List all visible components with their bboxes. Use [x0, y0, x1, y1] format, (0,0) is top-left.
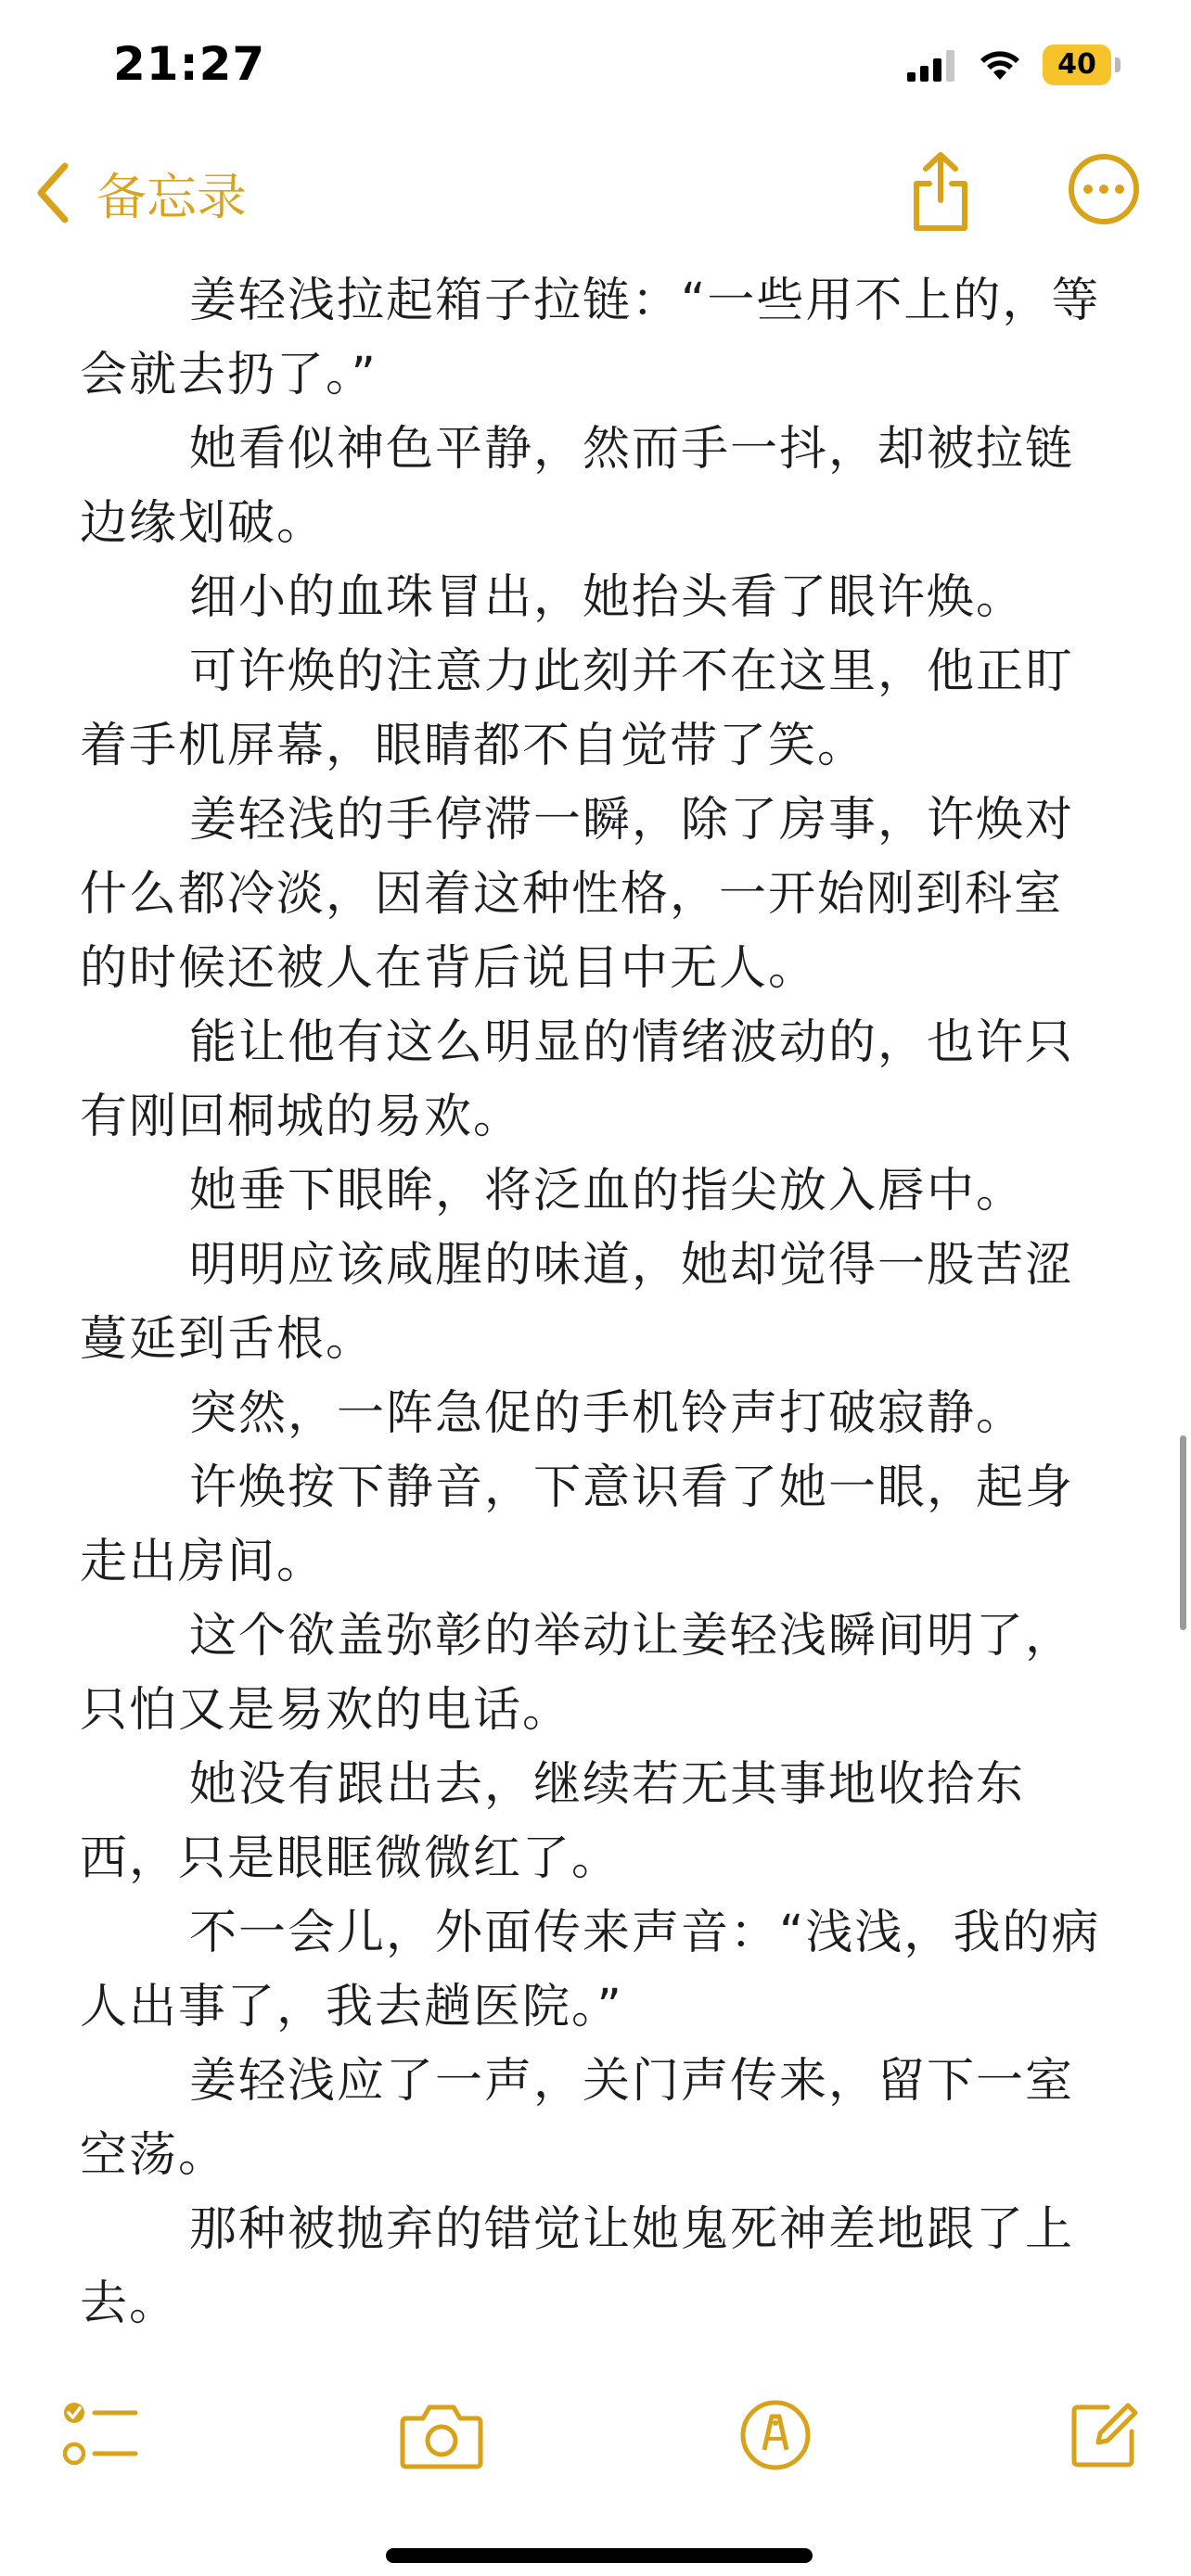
note-paragraph: 不一会儿，外面传来声音：“浅浅，我的病人出事了，我去趟医院。” — [80, 1906, 1101, 2034]
status-time: 21:27 — [113, 37, 266, 91]
battery-icon — [1043, 45, 1122, 85]
nav-bar — [0, 139, 1191, 250]
chevron-left-icon — [33, 160, 70, 225]
scroll-indicator[interactable] — [1180, 1435, 1186, 1630]
note-paragraph: 她没有跟出去，继续若无其事地收拾东西，只是眼眶微微红了。 — [80, 1757, 1026, 1886]
battery-level: 40 — [1043, 45, 1111, 85]
note-paragraph: 突然，一阵急促的手机铃声打破寂静。 — [189, 1386, 1026, 1441]
note-paragraph: 姜轻浅应了一声，关门声传来，留下一室空荡。 — [80, 2054, 1075, 2183]
share-icon[interactable] — [907, 150, 974, 234]
camera-icon[interactable] — [399, 2398, 484, 2472]
back-label: 备忘录 — [96, 167, 247, 226]
note-paragraph: 这个欲盖弥彰的举动让姜轻浅瞬间明了，只怕又是易欢的电话。 — [80, 1609, 1075, 1738]
note-paragraph: 她垂下眼眸，将泛血的指尖放入唇中。 — [189, 1164, 1026, 1218]
compose-icon[interactable] — [1067, 2398, 1141, 2472]
markup-pen-icon[interactable] — [738, 2398, 813, 2472]
back-button[interactable] — [33, 156, 247, 230]
note-body[interactable] — [80, 264, 1111, 2341]
cellular-signal-icon — [907, 50, 955, 82]
note-paragraph: 姜轻浅拉起箱子拉链：“一些用不上的，等会就去扔了。” — [80, 274, 1101, 402]
note-paragraph: 细小的血珠冒出，她抬头看了眼许焕。 — [189, 570, 1026, 625]
bottom-toolbar — [0, 2374, 1191, 2485]
wifi-icon — [978, 48, 1022, 82]
note-paragraph: 明明应该咸腥的味道，她却觉得一股苦涩蔓延到舌根。 — [80, 1238, 1075, 1367]
note-paragraph: 姜轻浅的手停滞一瞬，除了房事，许焕对什么都冷淡，因着这种性格，一开始刚到科室的时候还被人在背后说目中无人。 — [80, 793, 1075, 996]
ellipsis-circle-icon[interactable] — [1067, 152, 1141, 226]
home-indicator[interactable] — [386, 2548, 813, 2563]
note-paragraph: 许焕按下静音，下意识看了她一眼，起身走出房间。 — [80, 1460, 1075, 1589]
checklist-icon[interactable] — [61, 2398, 139, 2472]
status-bar — [0, 0, 1191, 139]
note-paragraph: 能让他有这么明显的情绪波动的，也许只有刚回桐城的易欢。 — [80, 1015, 1075, 1144]
note-paragraph: 可许焕的注意力此刻并不在这里，他正盯着手机屏幕，眼睛都不自觉带了笑。 — [80, 644, 1075, 773]
note-paragraph: 那种被抛弃的错觉让她鬼死神差地跟了上去。 — [80, 2202, 1075, 2331]
note-paragraph: 她看似神色平静，然而手一抖，却被拉链边缘划破。 — [80, 422, 1075, 551]
battery-cap — [1115, 57, 1121, 72]
